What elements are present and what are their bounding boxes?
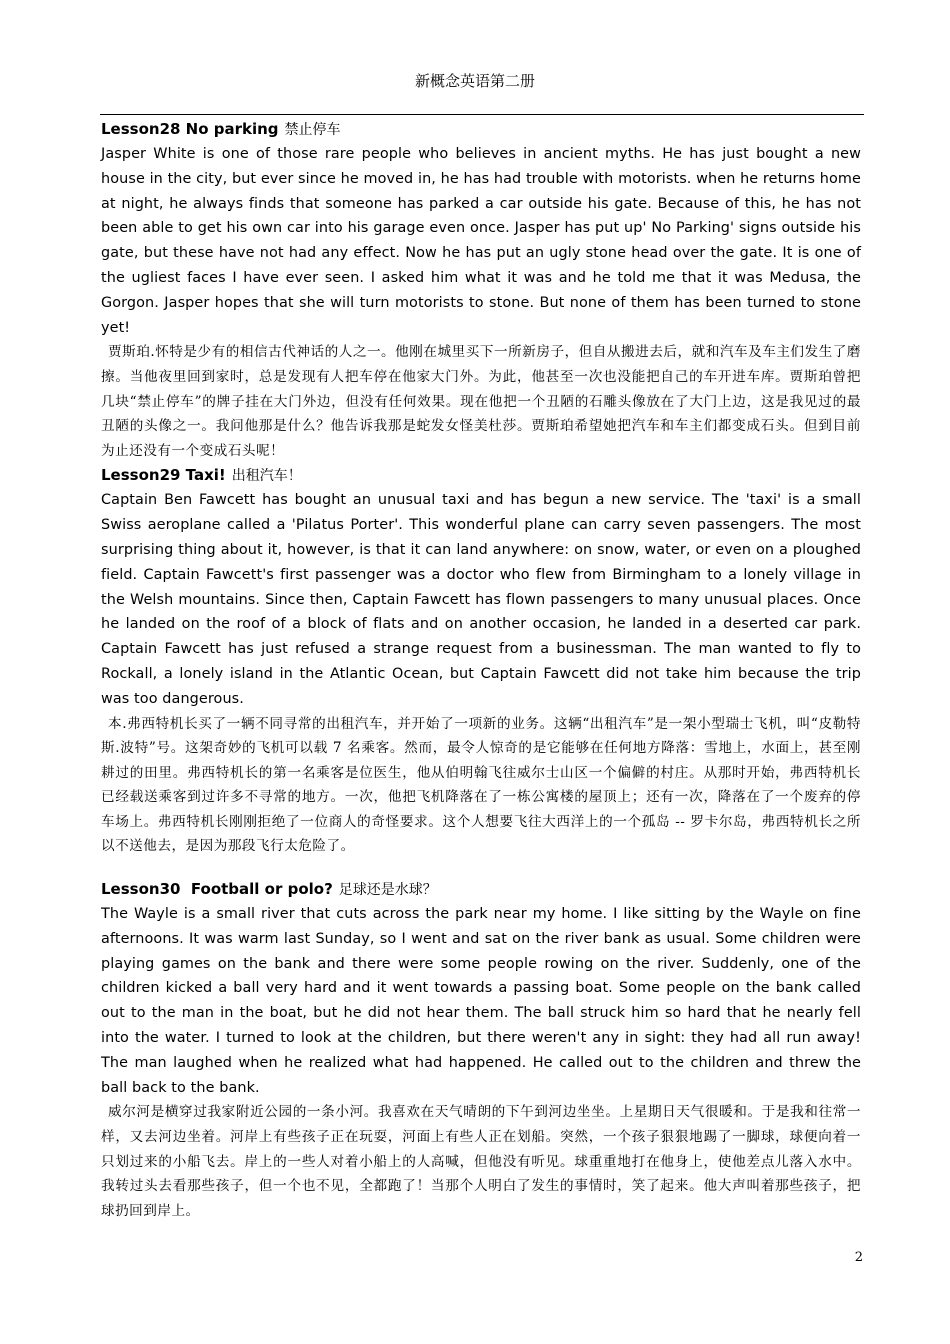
lesson-title (101, 463, 861, 488)
lesson-title-en: Lesson30 Football or polo? (101, 880, 333, 899)
page-header-title: 新概念英语第二册 (414, 72, 535, 90)
lesson-title-cn: 禁止停车 (284, 122, 341, 138)
page-number: 2 (854, 1250, 863, 1265)
lesson-title-cn: 足球还是水球？ (338, 882, 437, 899)
page-content (101, 117, 861, 1223)
lesson-title-en: Lesson29 Taxi! (101, 466, 226, 485)
lesson-title-cn: 出租汽车！ (231, 468, 302, 485)
lesson-29 (101, 463, 861, 859)
lesson-text-en: Jasper White is one of those rare people who believes in ancient myths. He has just bought a new house in the city, but ever since he moved in, he has had trouble with motorists. when he returns home at night, he always finds that someone has parked a car outside his gate. Because of this, he has not been able to get his own car into his garage even once. Jasper has put up' No Parking' signs outside his gate, but these have not had any effect. Now he has put an ugly stone head over the gate. It is one of the ugliest faces I have ever seen. I asked him what it was and he told me that it was Medusa, the Gorgon. Jasper hopes that she will turn motorists to stone. But none of them has been turned to stone yet! (101, 146, 862, 336)
lesson-text-cn: 威尔河是横穿过我家附近公园的一条小河。我喜欢在天气晴朗的下午到河边坐坐。上星期日天气很暖和。于是我和往常一样，又去河边坐着。河岸上有些孩子正在玩耍，河面上有些人正在划船。突然，一个孩子狠狠地踢了一脚球，球便向着一只划过来的小船飞去。岸上的一些人对着小船上的人高喊，但他没有听见。球重重地打在他身上，使他差点儿落入水中。我转过头去看那些孩子，但一个也不见，全都跑了！当那个人明白了发生的事情时，笑了起来。他大声叫着那些孩子，把球扔回到岸上。 (101, 1104, 861, 1219)
lesson-title (101, 117, 861, 142)
lesson-text-cn: 本.弗西特机长买了一辆不同寻常的出租汽车，并开始了一项新的业务。这辆“出租汽车”是一架小型瑞士飞机，叫“皮勒特斯.波特”号。这架奇妙的飞机可以载 7 名乘客。然而，最令人惊奇的是它能够在任何地方降落：雪地上，水面上，甚至刚耕过的田里。弗西特机长的第一名乘客是位医生，他从伯明翰飞往威尔士山区一个偏僻的村庄。从那时开始，弗西特机长已经载送乘客到过许多不寻常的地方。一次，他把飞机降落在了一栋公寓楼的屋顶上；还有一次，降落在了一个废弃的停车场上。弗西特机长刚刚拒绝了一位商人的奇怪要求。这个人想要飞往大西洋上的一个孤岛 -- 罗卡尔岛，弗西特机长之所以不送他去，是因为那段飞行太危险了。 (101, 715, 861, 855)
lesson-text-en: The Wayle is a small river that cuts across the park near my home. I like sitting by the Wayle on fine afternoons. It was warm last Sunday, so I went and sat on the river bank as usual. Some children were playing games on the bank and there were some people rowing on the river. Suddenly, one of the children kicked a ball very hard and it went towards a passing boat. Some people on the bank called out to the man in the boat, but he did not hear them. The ball struck him so hard that he nearly fell into the water. I turned to look at the children, but there weren't any in sight: they had all run away! The man laughed when he realized what had happened. He called out to the children and threw the ball back to the bank. (101, 906, 861, 1096)
header-divider (100, 114, 864, 115)
section-spacer (101, 859, 861, 877)
lesson-text-en: Captain Ben Fawcett has bought an unusual taxi and has begun a new service. The 'taxi' is a small Swiss aeroplane called a 'Pilatus Porter'. This wonderful plane can carry seven passengers. The most surprising thing about it, however, is that it can land anywhere: on snow, water, or even on a ploughed field. Captain Fawcett's first passenger was a doctor who flew from Birmingham to a lonely village in the Welsh mountains. Since then, Captain Fawcett has flown passengers to many unusual places. Once he landed on the roof of a block of flats and on another occasion, he landed in a deserted car park. Captain Fawcett has just refused a strange request from a businessman. The man wanted to fly to Rockall, a lonely island in the Atlantic Ocean, but Captain Fawcett did not take him because the trip was too dangerous. (101, 492, 861, 707)
lesson-30 (101, 877, 861, 1223)
lesson-text-cn: 贾斯珀.怀特是少有的相信古代神话的人之一。他刚在城里买下一所新房子，但自从搬进去后，就和汽车及车主们发生了磨擦。当他夜里回到家时，总是发现有人把车停在他家大门外。为此，他甚至一次也没能把自己的车开进车库。贾斯珀曾把几块“禁止停车”的牌子挂在大门外边，但没有任何效果。现在他把一个丑陋的石雕头像放在了大门上边，这是我见过的最丑陋的头像之一。我问他那是什么？他告诉我那是蛇发女怪美杜莎。贾斯珀希望她把汽车和车主们都变成石头。但到目前为止还没有一个变成石头呢！ (101, 344, 861, 459)
lesson-title (101, 877, 861, 902)
lesson-28 (101, 117, 861, 463)
lesson-title-en: Lesson28 No parking (101, 120, 279, 138)
